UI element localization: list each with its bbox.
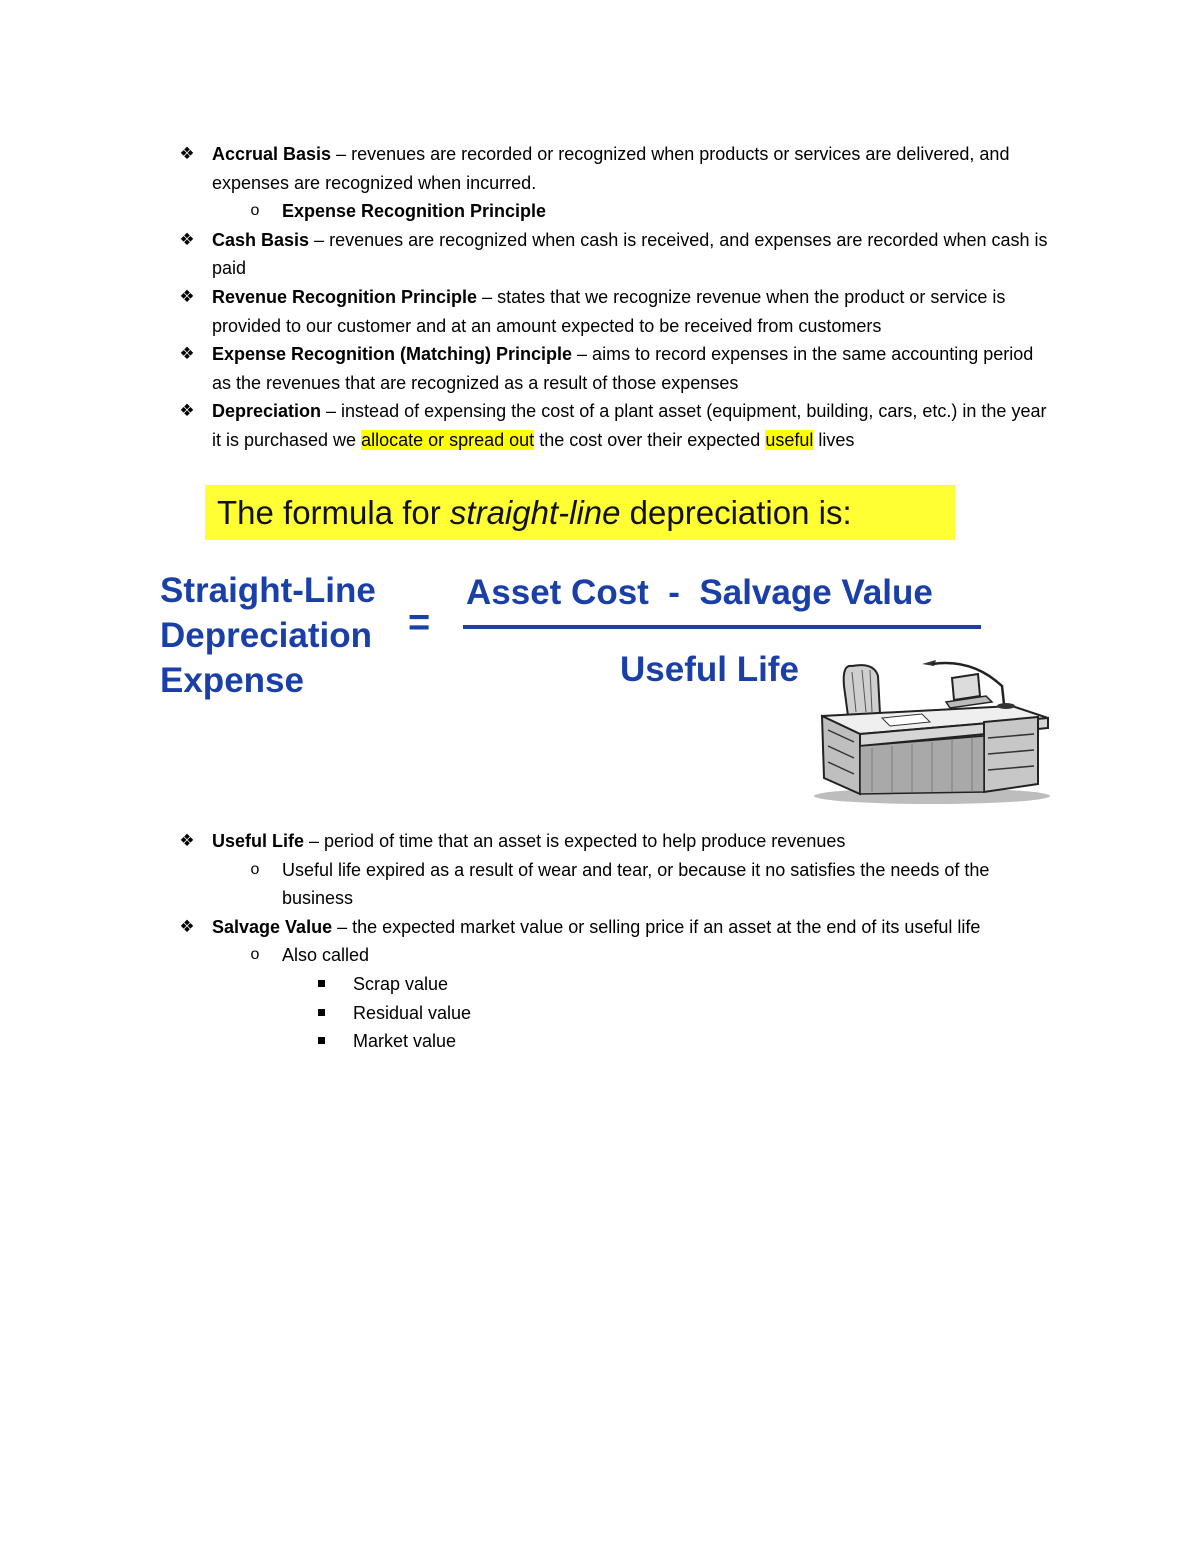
office-desk-icon bbox=[812, 656, 1052, 806]
alias-text: Scrap value bbox=[353, 973, 449, 994]
highlight-useful: useful bbox=[765, 429, 814, 450]
lhs-line-1: Straight-Line bbox=[160, 571, 376, 610]
list-item-expense-recognition bbox=[0, 340, 1200, 397]
diamond-bullet-icon: ❖ bbox=[179, 831, 195, 850]
square-bullet-icon bbox=[316, 1027, 326, 1056]
sub-text-useful-life-expired: Useful life expired as a result of wear and tear, or because it no satisfies the needs of the business bbox=[282, 859, 990, 909]
definition-accrual-basis: – revenues are recorded or recognized when products or services are delivered, and expenses are recognized when incurred. bbox=[212, 144, 1010, 193]
definition-cash-basis: – revenues are recognized when cash is received, and expenses are recorded when cash is paid bbox=[212, 229, 1048, 279]
circle-bullet-icon: o bbox=[250, 202, 260, 220]
banner-text-italic: straight-line bbox=[449, 494, 621, 531]
term-salvage-value: Salvage Value bbox=[212, 916, 333, 937]
formula-banner bbox=[205, 485, 955, 540]
lhs-line-2: Depreciation bbox=[160, 616, 372, 655]
sub-item-expense-recognition bbox=[0, 197, 1200, 226]
circle-bullet-icon: o bbox=[250, 946, 260, 964]
list-item-cash-basis bbox=[0, 226, 1200, 283]
diamond-bullet-icon: ❖ bbox=[179, 144, 195, 163]
term-depreciation: Depreciation bbox=[212, 401, 322, 422]
banner-text-a: The formula for bbox=[217, 494, 450, 531]
term-revenue-recognition: Revenue Recognition Principle bbox=[212, 286, 478, 307]
alias-text: Residual value bbox=[353, 1002, 472, 1023]
formula-lhs bbox=[160, 568, 410, 703]
straight-line-formula-figure bbox=[150, 480, 1060, 810]
list-item-revenue-recognition bbox=[0, 283, 1200, 340]
term-cash-basis: Cash Basis bbox=[212, 229, 310, 250]
definition-salvage-value: – the expected market value or selling price if an asset at the end of its useful life bbox=[332, 916, 981, 937]
list-item-useful-life bbox=[0, 827, 1200, 856]
diamond-bullet-icon: ❖ bbox=[179, 229, 195, 249]
list-item-salvage-value bbox=[0, 913, 1200, 942]
definition-expense-recognition: – aims to record expenses in the same accounting period as the revenues that are recognized as a result of those expenses bbox=[212, 344, 1034, 393]
definition-depreciation-part-a: – instead of expensing the cost of a plant asset (equipment, building, cars, etc.) in the year it is purchased we bbox=[212, 401, 1047, 450]
alias-item-scrap-value bbox=[0, 970, 1200, 999]
sub-item-useful-life-expired bbox=[0, 856, 1200, 913]
square-bullet-icon bbox=[316, 999, 326, 1028]
diamond-bullet-icon: ❖ bbox=[179, 344, 195, 364]
diamond-bullet-icon: ❖ bbox=[179, 286, 195, 306]
definitions-list-bottom bbox=[0, 827, 1200, 1056]
list-item-depreciation bbox=[0, 397, 1200, 454]
sub-item-also-called bbox=[0, 941, 1200, 970]
term-accrual-basis: Accrual Basis bbox=[212, 144, 332, 164]
definitions-list-top bbox=[0, 140, 1200, 455]
square-bullet-icon bbox=[316, 970, 326, 999]
diamond-bullet-icon: ❖ bbox=[179, 916, 195, 936]
formula-equals-sign: = bbox=[408, 602, 431, 644]
term-useful-life: Useful Life bbox=[212, 831, 305, 851]
alias-text: Market value bbox=[353, 1031, 457, 1052]
highlight-allocate: allocate or spread out bbox=[361, 429, 535, 450]
alias-item-market-value bbox=[0, 1027, 1200, 1056]
sub-text-also-called: Also called bbox=[282, 945, 370, 966]
definition-depreciation-part-c: lives bbox=[813, 429, 855, 450]
circle-bullet-icon: o bbox=[250, 860, 260, 878]
formula-fraction-bar bbox=[463, 625, 981, 629]
term-expense-recognition: Expense Recognition (Matching) Principle bbox=[212, 344, 573, 365]
banner-text-b: depreciation is: bbox=[620, 494, 852, 531]
definition-revenue-recognition: – states that we recognize revenue when the product or service is provided to our customer and at an amount expected to be received from customers bbox=[212, 286, 1006, 336]
lhs-line-3: Expense bbox=[160, 661, 304, 700]
list-item-accrual-basis bbox=[0, 140, 1200, 197]
definition-depreciation-part-b: the cost over their expected bbox=[534, 429, 766, 450]
formula-denominator: Useful Life bbox=[620, 650, 799, 689]
formula-numerator: Asset Cost - Salvage Value bbox=[466, 573, 933, 612]
diamond-bullet-icon: ❖ bbox=[179, 401, 195, 421]
sub-term-expense-recognition: Expense Recognition Principle bbox=[282, 201, 547, 222]
definition-useful-life: – period of time that an asset is expected to help produce revenues bbox=[304, 831, 846, 851]
alias-item-residual-value bbox=[0, 999, 1200, 1028]
